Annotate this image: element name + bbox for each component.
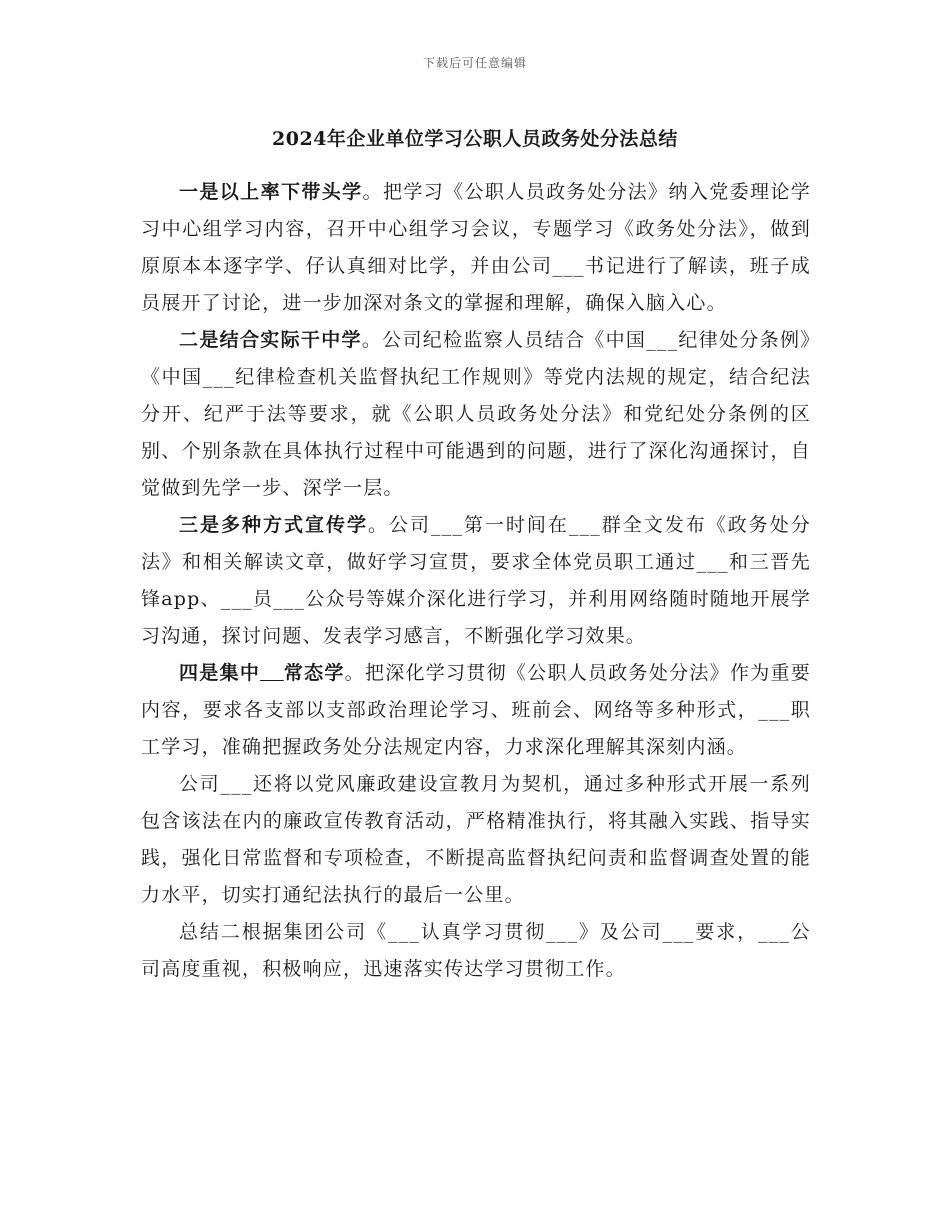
- document-title: 2024年企业单位学习公职人员政务处分法总结: [272, 128, 678, 150]
- paragraph-4: [141, 655, 811, 766]
- paragraph-1: [141, 174, 811, 322]
- document-body: [141, 174, 811, 988]
- paragraph-4-text: 。把深化学习贯彻《公职人员政务处分法》作为重要内容，要求各支部以支部政治理论学习、班前会、网络等多种形式，___职工学习，准确把握政务处分法规定内容，力求深化理解其深刻内涵。: [141, 662, 811, 758]
- paragraph-5-text: 公司___还将以党风廉政建设宣教月为契机，通过多种形式开展一系列包含该法在内的廉政宣传教育活动，严格精准执行，将其融入实践、指导实践，强化日常监督和专项检查，不断提高监督执纪问责和监督调查处置的能力水平，切实打通纪法执行的最后一公里。: [141, 773, 811, 906]
- paragraph-6: [141, 914, 811, 988]
- paragraph-3-text: 。公司___第一时间在___群全文发布《政务处分法》和相关解读文章，做好学习宣贯，要求全体党员职工通过___和三晋先锋app、___员___公众号等媒介深化进行学习，并利用网络随时随地开展学习沟通，探讨问题、发表学习感言，不断强化学习效果。: [141, 514, 811, 647]
- paragraph-5: [141, 766, 811, 914]
- paragraph-6-text: 总结二根据集团公司《___认真学习贯彻___》及公司___要求，___公司高度重视，积极响应，迅速落实传达学习贯彻工作。: [141, 921, 811, 980]
- paragraph-1-lead: 一是以上率下带头学: [179, 181, 363, 203]
- page-header-note: 下载后可任意编辑: [422, 56, 527, 70]
- paragraph-4-lead: 四是集中: [179, 662, 261, 684]
- paragraph-4-lead-tail: 常态学: [283, 662, 345, 684]
- paragraph-3-lead: 三是多种方式宣传学: [179, 514, 368, 536]
- paragraph-4-lead-blank: [260, 662, 284, 684]
- paragraph-2: [141, 322, 811, 507]
- paragraph-3: [141, 507, 811, 655]
- paragraph-1-text: 。把学习《公职人员政务处分法》纳入党委理论学习中心组学习内容，召开中心组学习会议，专题学习《政务处分法》，做到原原本本逐字学、仔认真细对比学，并由公司___书记进行了解读，班子成员展开了讨论，进一步加深对条文的掌握和理解，确保入脑入心。: [141, 181, 811, 314]
- paragraph-2-lead: 二是结合实际干中学: [179, 329, 362, 351]
- paragraph-2-text: 。公司纪检监察人员结合《中国___纪律处分条例》《中国___纪律检查机关监督执纪工作规则》等党内法规的规定，结合纪法分开、纪严于法等要求，就《公职人员政务处分法》和党纪处分条例的区别、个别条款在具体执行过程中可能遇到的问题，进行了深化沟通探讨，自觉做到先学一步、深学一层。: [141, 329, 811, 499]
